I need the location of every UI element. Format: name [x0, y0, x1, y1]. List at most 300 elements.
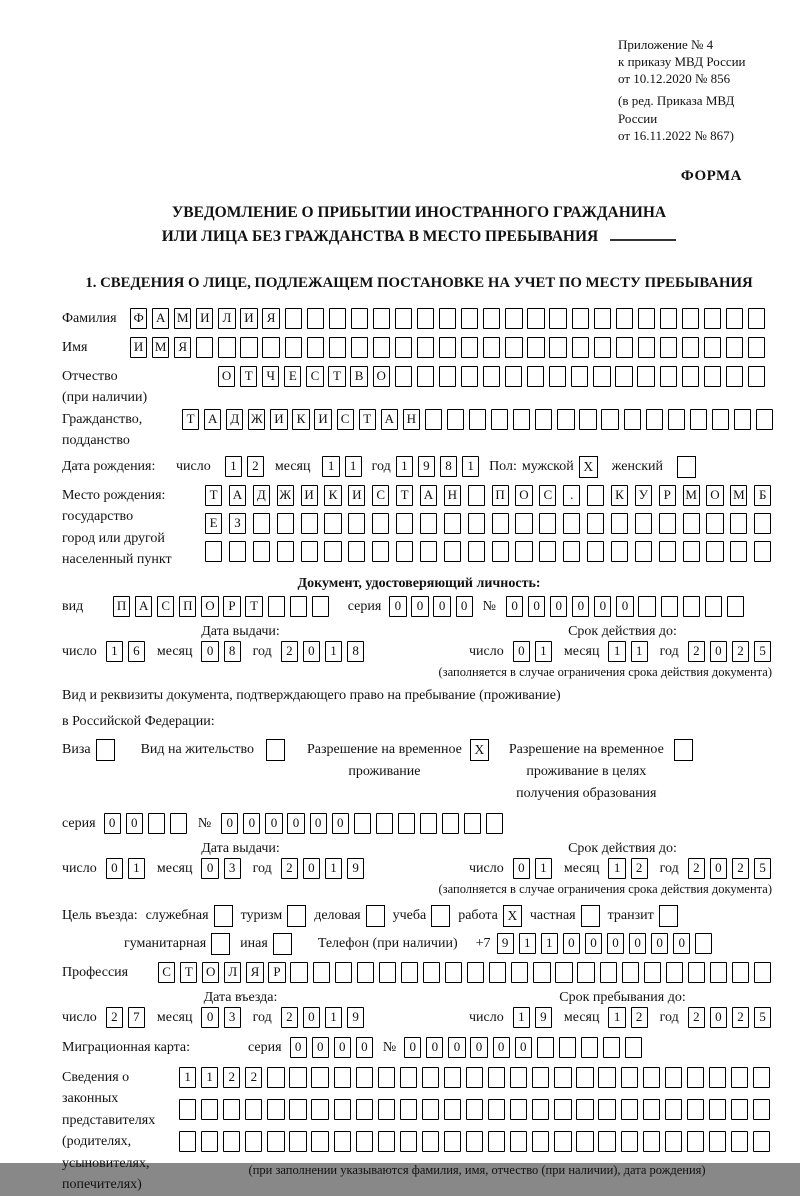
char-box[interactable] [423, 962, 440, 983]
char-box[interactable]: С [306, 366, 323, 387]
char-box[interactable]: 0 [201, 641, 218, 662]
purpose-business-checkbox[interactable] [214, 905, 233, 927]
char-box[interactable] [688, 962, 705, 983]
char-box[interactable]: А [229, 485, 246, 506]
char-box[interactable] [625, 1037, 642, 1058]
char-box[interactable] [587, 541, 604, 562]
char-box[interactable] [532, 1131, 549, 1152]
char-box[interactable] [539, 513, 556, 534]
char-box[interactable]: 0 [506, 596, 523, 617]
char-box[interactable] [616, 308, 633, 329]
char-box[interactable] [704, 337, 721, 358]
char-box[interactable] [378, 1099, 395, 1120]
char-box[interactable] [660, 308, 677, 329]
char-box[interactable] [240, 337, 257, 358]
char-box[interactable] [466, 1099, 483, 1120]
phone-input[interactable] [497, 933, 718, 954]
birth-day-input[interactable] [225, 456, 269, 477]
char-box[interactable] [351, 308, 368, 329]
char-box[interactable]: О [706, 485, 723, 506]
char-box[interactable] [643, 1099, 660, 1120]
valid-month-input[interactable] [608, 858, 652, 879]
char-box[interactable]: 0 [515, 1037, 532, 1058]
char-box[interactable]: 2 [281, 1007, 298, 1028]
char-box[interactable]: 8 [224, 641, 241, 662]
char-box[interactable]: 1 [345, 456, 362, 477]
char-box[interactable] [511, 962, 528, 983]
char-box[interactable] [527, 366, 544, 387]
char-box[interactable] [510, 1067, 527, 1088]
entry-year-input[interactable] [281, 1007, 369, 1028]
char-box[interactable] [637, 366, 654, 387]
stay-day-input[interactable] [513, 1007, 557, 1028]
char-box[interactable] [532, 1099, 549, 1120]
char-box[interactable] [253, 541, 270, 562]
char-box[interactable]: Е [205, 513, 222, 534]
char-box[interactable] [444, 1131, 461, 1152]
char-box[interactable] [329, 308, 346, 329]
char-box[interactable] [644, 962, 661, 983]
char-box[interactable]: 0 [303, 641, 320, 662]
char-box[interactable] [373, 337, 390, 358]
char-box[interactable]: 2 [106, 1007, 123, 1028]
char-box[interactable] [611, 541, 628, 562]
char-box[interactable]: А [381, 409, 398, 430]
char-box[interactable] [683, 596, 700, 617]
char-box[interactable]: Р [268, 962, 285, 983]
char-box[interactable] [285, 308, 302, 329]
char-box[interactable] [704, 366, 721, 387]
char-box[interactable]: 5 [754, 641, 771, 662]
char-box[interactable] [579, 409, 596, 430]
char-box[interactable] [690, 409, 707, 430]
char-box[interactable] [357, 962, 374, 983]
char-box[interactable] [554, 1099, 571, 1120]
char-box[interactable] [179, 1131, 196, 1152]
char-box[interactable]: Л [224, 962, 241, 983]
char-box[interactable]: И [130, 337, 147, 358]
char-box[interactable] [704, 308, 721, 329]
char-box[interactable]: 0 [493, 1037, 510, 1058]
char-box[interactable] [754, 513, 771, 534]
purpose-private-checkbox[interactable] [581, 905, 600, 927]
char-box[interactable] [467, 962, 484, 983]
char-box[interactable]: Д [226, 409, 243, 430]
char-box[interactable] [532, 1067, 549, 1088]
char-box[interactable] [515, 541, 532, 562]
char-box[interactable] [313, 962, 330, 983]
char-box[interactable] [289, 1131, 306, 1152]
char-box[interactable] [201, 1131, 218, 1152]
char-box[interactable]: 0 [710, 1007, 727, 1028]
char-box[interactable] [557, 409, 574, 430]
char-box[interactable]: Ч [262, 366, 279, 387]
citizenship-input[interactable] [182, 409, 778, 430]
issue-year-input[interactable] [281, 641, 369, 662]
char-box[interactable] [554, 1067, 571, 1088]
char-box[interactable]: Т [396, 485, 413, 506]
char-box[interactable] [400, 1099, 417, 1120]
char-box[interactable] [348, 513, 365, 534]
char-box[interactable]: 0 [404, 1037, 421, 1058]
char-box[interactable]: 0 [528, 596, 545, 617]
char-box[interactable]: 1 [519, 933, 536, 954]
char-box[interactable]: 0 [710, 858, 727, 879]
char-box[interactable]: 0 [594, 596, 611, 617]
char-box[interactable] [268, 596, 285, 617]
char-box[interactable] [307, 308, 324, 329]
char-box[interactable]: И [270, 409, 287, 430]
char-box[interactable] [396, 513, 413, 534]
char-box[interactable] [205, 541, 222, 562]
purpose-study-checkbox[interactable] [431, 905, 450, 927]
char-box[interactable] [646, 409, 663, 430]
char-box[interactable]: О [373, 366, 390, 387]
char-box[interactable]: 1 [201, 1067, 218, 1088]
char-box[interactable]: О [218, 366, 235, 387]
edu-permit-checkbox[interactable] [674, 739, 693, 761]
char-box[interactable]: 3 [224, 1007, 241, 1028]
char-box[interactable] [420, 541, 437, 562]
issue-day-input[interactable] [106, 858, 150, 879]
char-box[interactable] [373, 308, 390, 329]
char-box[interactable]: Е [284, 366, 301, 387]
char-box[interactable]: 2 [688, 858, 705, 879]
char-box[interactable] [354, 813, 371, 834]
char-box[interactable]: 0 [290, 1037, 307, 1058]
char-box[interactable] [705, 596, 722, 617]
char-box[interactable] [535, 409, 552, 430]
issue-month-input[interactable] [201, 641, 245, 662]
char-box[interactable] [621, 1067, 638, 1088]
char-box[interactable]: Т [240, 366, 257, 387]
char-box[interactable]: 0 [710, 641, 727, 662]
char-box[interactable]: 2 [281, 858, 298, 879]
char-box[interactable] [447, 409, 464, 430]
char-box[interactable]: 0 [303, 858, 320, 879]
char-box[interactable] [709, 1067, 726, 1088]
char-box[interactable]: П [113, 596, 130, 617]
entry-month-input[interactable] [201, 1007, 245, 1028]
char-box[interactable] [253, 513, 270, 534]
char-box[interactable] [262, 337, 279, 358]
char-box[interactable] [730, 541, 747, 562]
char-box[interactable] [581, 1037, 598, 1058]
char-box[interactable] [611, 513, 628, 534]
char-box[interactable] [706, 541, 723, 562]
char-box[interactable] [712, 409, 729, 430]
char-box[interactable]: 1 [396, 456, 413, 477]
char-box[interactable] [559, 1037, 576, 1058]
char-box[interactable] [425, 409, 442, 430]
purpose-work-checkbox[interactable]: X [503, 905, 522, 927]
char-box[interactable] [329, 337, 346, 358]
char-box[interactable] [351, 337, 368, 358]
birth-place-line3-input[interactable] [205, 541, 778, 562]
char-box[interactable]: 0 [265, 813, 282, 834]
char-box[interactable] [754, 541, 771, 562]
char-box[interactable] [731, 1067, 748, 1088]
char-box[interactable]: Д [253, 485, 270, 506]
char-box[interactable] [356, 1099, 373, 1120]
char-box[interactable]: 2 [247, 456, 264, 477]
char-box[interactable]: 0 [126, 813, 143, 834]
char-box[interactable] [683, 513, 700, 534]
char-box[interactable]: И [314, 409, 331, 430]
char-box[interactable]: 2 [688, 641, 705, 662]
char-box[interactable] [290, 962, 307, 983]
char-box[interactable] [734, 409, 751, 430]
char-box[interactable] [277, 541, 294, 562]
valid-year-input[interactable] [688, 858, 776, 879]
entry-day-input[interactable] [106, 1007, 150, 1028]
char-box[interactable]: 2 [281, 641, 298, 662]
char-box[interactable]: 0 [201, 858, 218, 879]
char-box[interactable]: 0 [470, 1037, 487, 1058]
migration-number-input[interactable] [404, 1037, 647, 1058]
char-box[interactable]: 2 [631, 858, 648, 879]
valid-month-input[interactable] [608, 641, 652, 662]
char-box[interactable] [301, 513, 318, 534]
char-box[interactable]: 0 [616, 596, 633, 617]
char-box[interactable]: Н [444, 485, 461, 506]
char-box[interactable] [753, 1131, 770, 1152]
char-box[interactable]: М [730, 485, 747, 506]
char-box[interactable]: 0 [456, 596, 473, 617]
char-box[interactable]: Н [403, 409, 420, 430]
char-box[interactable] [603, 1037, 620, 1058]
char-box[interactable]: Р [659, 485, 676, 506]
char-box[interactable]: А [420, 485, 437, 506]
given-name-input[interactable] [130, 337, 770, 358]
char-box[interactable]: 9 [347, 858, 364, 879]
char-box[interactable] [539, 541, 556, 562]
char-box[interactable] [372, 541, 389, 562]
char-box[interactable]: 5 [754, 1007, 771, 1028]
char-box[interactable] [267, 1131, 284, 1152]
char-box[interactable]: 0 [221, 813, 238, 834]
char-box[interactable]: Т [205, 485, 222, 506]
char-box[interactable] [378, 1067, 395, 1088]
char-box[interactable]: 0 [572, 596, 589, 617]
char-box[interactable]: 1 [179, 1067, 196, 1088]
char-box[interactable] [378, 1131, 395, 1152]
char-box[interactable]: 1 [608, 858, 625, 879]
char-box[interactable]: 1 [325, 641, 342, 662]
char-box[interactable]: 1 [325, 1007, 342, 1028]
char-box[interactable]: 9 [535, 1007, 552, 1028]
char-box[interactable] [587, 485, 604, 506]
char-box[interactable] [356, 1131, 373, 1152]
char-box[interactable] [461, 366, 478, 387]
char-box[interactable]: 0 [513, 641, 530, 662]
char-box[interactable] [576, 1099, 593, 1120]
char-box[interactable] [290, 596, 307, 617]
char-box[interactable]: 0 [356, 1037, 373, 1058]
char-box[interactable] [395, 337, 412, 358]
char-box[interactable] [179, 1099, 196, 1120]
char-box[interactable] [492, 541, 509, 562]
char-box[interactable] [422, 1131, 439, 1152]
char-box[interactable] [576, 1131, 593, 1152]
char-box[interactable] [420, 513, 437, 534]
char-box[interactable] [218, 337, 235, 358]
char-box[interactable]: У [635, 485, 652, 506]
char-box[interactable] [277, 513, 294, 534]
char-box[interactable] [510, 1099, 527, 1120]
char-box[interactable] [635, 513, 652, 534]
stay-year-input[interactable] [688, 1007, 776, 1028]
char-box[interactable]: 8 [347, 641, 364, 662]
char-box[interactable]: С [372, 485, 389, 506]
char-box[interactable]: М [683, 485, 700, 506]
char-box[interactable] [660, 337, 677, 358]
char-box[interactable] [483, 308, 500, 329]
char-box[interactable] [683, 541, 700, 562]
char-box[interactable] [483, 366, 500, 387]
char-box[interactable] [311, 1067, 328, 1088]
char-box[interactable] [753, 1099, 770, 1120]
char-box[interactable] [513, 409, 530, 430]
char-box[interactable]: 8 [440, 456, 457, 477]
char-box[interactable]: М [174, 308, 191, 329]
char-box[interactable]: 9 [418, 456, 435, 477]
char-box[interactable]: 0 [310, 813, 327, 834]
char-box[interactable]: 2 [732, 641, 749, 662]
char-box[interactable] [439, 337, 456, 358]
char-box[interactable] [731, 1099, 748, 1120]
representatives-line2-input[interactable] [179, 1099, 775, 1120]
char-box[interactable] [400, 1131, 417, 1152]
char-box[interactable] [594, 308, 611, 329]
char-box[interactable]: Т [182, 409, 199, 430]
char-box[interactable] [267, 1067, 284, 1088]
char-box[interactable] [555, 962, 572, 983]
char-box[interactable] [601, 409, 618, 430]
char-box[interactable] [223, 1099, 240, 1120]
char-box[interactable] [726, 337, 743, 358]
profession-input[interactable] [158, 962, 776, 983]
char-box[interactable] [572, 337, 589, 358]
char-box[interactable] [464, 813, 481, 834]
char-box[interactable] [461, 308, 478, 329]
char-box[interactable] [444, 513, 461, 534]
char-box[interactable] [395, 366, 412, 387]
char-box[interactable]: 0 [303, 1007, 320, 1028]
char-box[interactable]: С [539, 485, 556, 506]
char-box[interactable] [665, 1131, 682, 1152]
char-box[interactable] [756, 409, 773, 430]
char-box[interactable] [748, 308, 765, 329]
char-box[interactable] [533, 962, 550, 983]
char-box[interactable] [687, 1099, 704, 1120]
char-box[interactable] [468, 513, 485, 534]
char-box[interactable]: 0 [585, 933, 602, 954]
char-box[interactable] [638, 337, 655, 358]
char-box[interactable] [709, 1131, 726, 1152]
char-box[interactable]: И [301, 485, 318, 506]
purpose-other-checkbox[interactable] [273, 933, 292, 955]
char-box[interactable]: Ф [130, 308, 147, 329]
char-box[interactable]: 1 [106, 641, 123, 662]
char-box[interactable]: Т [359, 409, 376, 430]
char-box[interactable]: Б [754, 485, 771, 506]
char-box[interactable]: 2 [631, 1007, 648, 1028]
char-box[interactable] [505, 366, 522, 387]
temp-permit-checkbox[interactable]: X [470, 739, 489, 761]
visa-checkbox[interactable] [96, 739, 115, 761]
char-box[interactable] [571, 366, 588, 387]
char-box[interactable] [486, 813, 503, 834]
char-box[interactable] [439, 308, 456, 329]
birth-month-input[interactable] [322, 456, 366, 477]
char-box[interactable] [563, 513, 580, 534]
char-box[interactable] [348, 541, 365, 562]
char-box[interactable] [417, 337, 434, 358]
doc-number-input[interactable] [506, 596, 749, 617]
char-box[interactable] [442, 813, 459, 834]
char-box[interactable] [748, 337, 765, 358]
char-box[interactable] [444, 1099, 461, 1120]
char-box[interactable] [468, 541, 485, 562]
char-box[interactable] [267, 1099, 284, 1120]
purpose-tourism-checkbox[interactable] [287, 905, 306, 927]
char-box[interactable] [201, 1099, 218, 1120]
char-box[interactable] [488, 1067, 505, 1088]
char-box[interactable]: 9 [497, 933, 514, 954]
char-box[interactable]: 1 [225, 456, 242, 477]
purpose-transit-checkbox[interactable] [659, 905, 678, 927]
char-box[interactable]: 1 [608, 1007, 625, 1028]
char-box[interactable]: 7 [128, 1007, 145, 1028]
char-box[interactable] [616, 337, 633, 358]
purpose-commercial-checkbox[interactable] [366, 905, 385, 927]
char-box[interactable]: 0 [312, 1037, 329, 1058]
char-box[interactable]: А [135, 596, 152, 617]
char-box[interactable] [466, 1067, 483, 1088]
char-box[interactable]: С [158, 962, 175, 983]
char-box[interactable]: 0 [106, 858, 123, 879]
char-box[interactable] [572, 308, 589, 329]
char-box[interactable]: 1 [535, 858, 552, 879]
char-box[interactable]: 0 [287, 813, 304, 834]
char-box[interactable]: 2 [732, 858, 749, 879]
char-box[interactable] [549, 366, 566, 387]
char-box[interactable]: Т [245, 596, 262, 617]
valid-day-input[interactable] [513, 858, 557, 879]
char-box[interactable]: 0 [433, 596, 450, 617]
birth-year-input[interactable] [396, 456, 484, 477]
char-box[interactable] [643, 1067, 660, 1088]
char-box[interactable] [422, 1067, 439, 1088]
doc-type-input[interactable] [113, 596, 334, 617]
char-box[interactable]: О [202, 962, 219, 983]
char-box[interactable] [527, 337, 544, 358]
char-box[interactable] [554, 1131, 571, 1152]
char-box[interactable] [577, 962, 594, 983]
char-box[interactable] [245, 1099, 262, 1120]
purpose-humanitarian-checkbox[interactable] [211, 933, 230, 955]
char-box[interactable]: 0 [243, 813, 260, 834]
char-box[interactable] [726, 366, 743, 387]
birth-place-line2-input[interactable] [205, 513, 778, 534]
char-box[interactable]: С [337, 409, 354, 430]
char-box[interactable] [510, 1131, 527, 1152]
char-box[interactable]: 0 [550, 596, 567, 617]
char-box[interactable]: Я [174, 337, 191, 358]
char-box[interactable] [469, 409, 486, 430]
char-box[interactable]: К [611, 485, 628, 506]
